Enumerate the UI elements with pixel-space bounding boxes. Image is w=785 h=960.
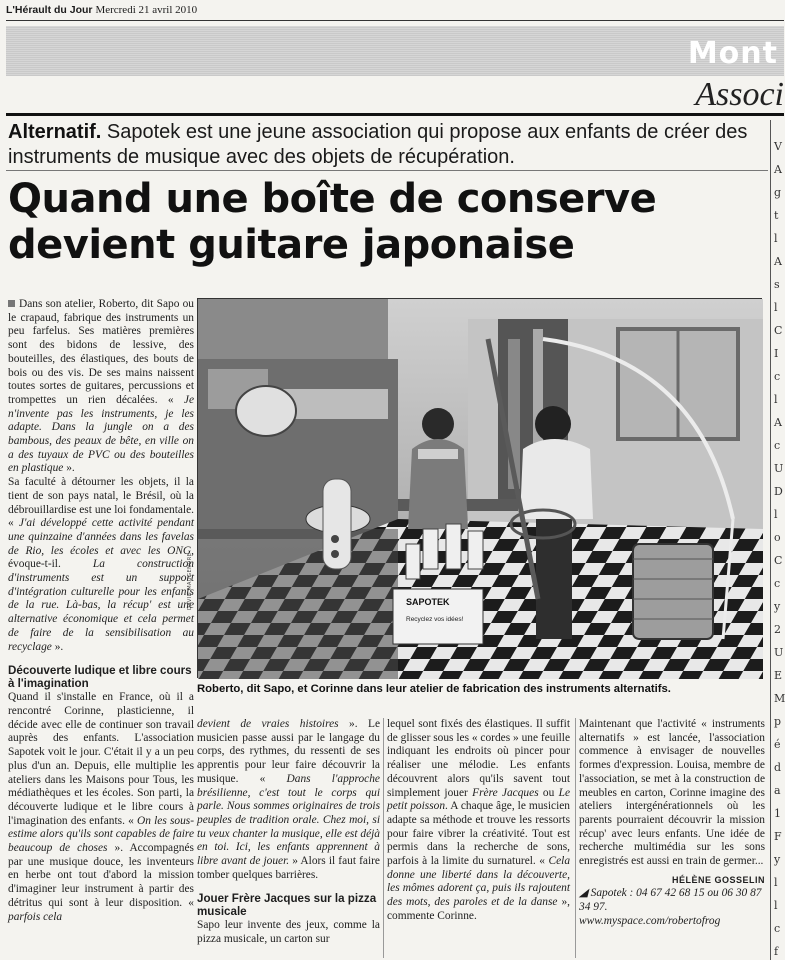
- article-photo: [197, 298, 762, 678]
- clipped-letter: M: [774, 692, 785, 705]
- clipped-letter: a: [774, 784, 781, 797]
- clipped-letter: C: [774, 554, 783, 567]
- subheading: Jouer Frère Jacques sur la pizza musicale: [197, 892, 377, 919]
- kicker-rule: [6, 170, 768, 171]
- article-column-1: [8, 298, 194, 924]
- adjacent-article-strip: [772, 120, 784, 960]
- right-column-rule: [770, 120, 771, 960]
- section-rule: [6, 113, 784, 116]
- clipped-letter: A: [774, 255, 782, 268]
- clipped-letter: c: [774, 439, 781, 452]
- paragraph: Sa faculté à détourner les objets, il la tient de son pays natal, le Brésil, où la débrouillardise est une loi fondamentale. « J'ai développé cette activité pendant une quinzaine d'années dans les favelas de Rio, les écoles et avec les ONG, évoque-t-il. La construction d'instruments est un support d'intégration culturelle pour les enfants de la rue. Là-bas, la récup' est une alternative économique et cela permet de faire de la sensibilisation au recyclage ».: [8, 476, 194, 653]
- photo-credit: DAVID MAUGENDRE: [187, 552, 193, 610]
- clipped-letter: d: [774, 761, 782, 774]
- paragraph: Sapo leur invente des jeux, comme la pizza musicale, un carton sur: [197, 919, 380, 946]
- clipped-letter: l: [774, 393, 778, 406]
- subheading: Découverte ludique et libre cours à l'imagination: [8, 664, 192, 691]
- clipped-letter: é: [774, 738, 781, 751]
- column-rule: [575, 718, 576, 958]
- region-title: Mont: [687, 36, 778, 71]
- byline: HÉLÈNE GOSSELIN: [671, 874, 765, 885]
- paragraph: lequel sont fixés des élastiques. Il suffit de glisser sous les « cordes » une feuille indiquant les endroits où pincer pour réaliser une mélodie. Les enfants découvrent alors qu'ils savent tout simplement jouer Frère Jacques ou Le petit poisson. A chaque âge, le musicien adapte sa méthode et trouve les ressorts pour faire vibrer la créativité. Tout est permis dans la recherche de sons, parfois à la limite du surnaturel. « Cela donne une liberté dans la découverte, les mômes adorent ça, puis ils rajoutent des mots, des paroles et de la danse », commente Corinne.: [387, 718, 571, 922]
- clipped-letter: y: [774, 600, 781, 613]
- clipped-letter: A: [774, 163, 782, 176]
- clipped-letter: A: [774, 416, 782, 429]
- clipped-letter: t: [774, 209, 779, 222]
- section-title: Associ: [695, 76, 784, 113]
- paragraph: Maintenant que l'activité « instruments alternatifs » est lancée, l'association commence à envisager de nouvelles formes d'expression. Louisa, membre de l'association, se met à la construction de meubles en carton, Corinne imagine des ateliers intergénérationnels où les parents pourraient découvrir la mission récup' avec leurs enfants. Une idée de recherche multimédia sur les sons enregistrés est aussi en train de germer...: [579, 718, 765, 868]
- kicker-label: Alternatif.: [8, 121, 102, 143]
- headline: Quand une boîte de conserve devient guitare japonaise: [8, 176, 657, 268]
- clipped-letter: U: [774, 646, 784, 659]
- clipped-letter: f: [774, 945, 779, 958]
- clipped-letter: 2: [774, 623, 781, 636]
- masthead-date: Mercredi 21 avril 2010: [95, 4, 198, 16]
- clipped-letter: U: [774, 462, 784, 475]
- clipped-letter: y: [774, 853, 781, 866]
- article-column-2: [197, 718, 380, 947]
- clipped-letter: g: [774, 186, 782, 199]
- clipped-letter: c: [774, 577, 781, 590]
- contact-website: www.myspace.com/robertofrog: [579, 914, 721, 927]
- clipped-letter: c: [774, 922, 781, 935]
- header-band: [6, 26, 784, 76]
- masthead: [6, 4, 197, 16]
- workshop-photo-illustration: [198, 299, 763, 679]
- paragraph: devient de vraies histoires ». Le musicien passe aussi par le langage du corps, des rythmes, du ressenti de ses apprentis pour leur faire découvrir la musique. « Dans l'approche brésilienne, c'est tout le corps qui parle. Nous sommes originaires de trois peuples de tradition orale. Chez moi, si tu veux chanter la musique, elle est déjà en toi. Ici, les enfants apprennent à libre avant de jouer. » Alors il faut faire tomber quelques barrières.: [197, 718, 380, 881]
- clipped-letter: c: [774, 370, 781, 383]
- clipped-letter: 1: [774, 807, 781, 820]
- clipped-letter: V: [774, 140, 782, 153]
- photo-caption: Roberto, dit Sapo, et Corinne dans leur atelier de fabrication des instruments alternatifs.: [197, 683, 671, 695]
- phone-icon: ◢: [579, 887, 588, 900]
- contact-info: ◢ Sapotek : 04 67 42 68 15 ou 06 30 87 34 97.: [579, 887, 762, 914]
- clipped-letter: l: [774, 301, 778, 314]
- clipped-letter: E: [774, 669, 783, 682]
- clipped-letter: D: [774, 485, 783, 498]
- clipped-letter: C: [774, 324, 783, 337]
- kicker: [8, 120, 764, 170]
- clipped-letter: l: [774, 899, 778, 912]
- lead-square-icon: [8, 300, 15, 307]
- clipped-letter: I: [774, 347, 779, 360]
- masthead-paper: L'Hérault du Jour: [6, 4, 93, 16]
- article-column-4: [579, 718, 765, 929]
- clipped-letter: l: [774, 508, 778, 521]
- sign-title: SAPOTEK: [406, 597, 450, 607]
- sign-text: Recyclez vos idées!: [406, 616, 464, 623]
- masthead-rule: [6, 20, 784, 21]
- clipped-letter: p: [774, 715, 782, 728]
- clipped-letter: l: [774, 876, 778, 889]
- paragraph: Quand il s'installe en France, où il a rencontré Corinne, plasticienne, il décide avec elle de continuer son travail auprès des enfants. L'association Sapotek voit le jour. C'était il y a un peu plus d'un an. Depuis, elle multiplie les ateliers dans les Maisons pour Tous, les médiathèques et les écoles. Son parti, la découverte ludique et le libre cours à l'imagination des enfants. « On les sous-estime alors qu'ils sont capables de faire beaucoup de choses ». Accompagnés par une musique douce, les inventeurs en herbe ont tout d'abord la mission d'imaginer leur instrument à partir des détritus qui sont à leur disposition. « parfois cela: [8, 691, 194, 923]
- kicker-text: Sapotek est une jeune association qui propose aux enfants de créer des instruments de musique avec des objets de récupération.: [8, 121, 748, 168]
- clipped-letter: F: [774, 830, 782, 843]
- column-rule: [383, 718, 384, 958]
- clipped-letter: s: [774, 278, 780, 291]
- clipped-letter: o: [774, 531, 781, 544]
- clipped-letter: l: [774, 232, 778, 245]
- paragraph: Dans son atelier, Roberto, dit Sapo ou le crapaud, fabrique des instruments un peu farfelus. Ses matières premières sont des bidons de lessive, des bouteilles, des élastiques, des bouts de bois ou des vis. De ses mains naissent toutes sortes de guitares, percussions et trompettes un rien décalées. « Je n'invente pas les instruments, je les adapte. Dans la jungle on a des bambous, des peaux de bête, en ville on a des tuyaux de PVC ou des bouteilles en plastique ».: [8, 298, 195, 475]
- article-column-3: [387, 718, 570, 924]
